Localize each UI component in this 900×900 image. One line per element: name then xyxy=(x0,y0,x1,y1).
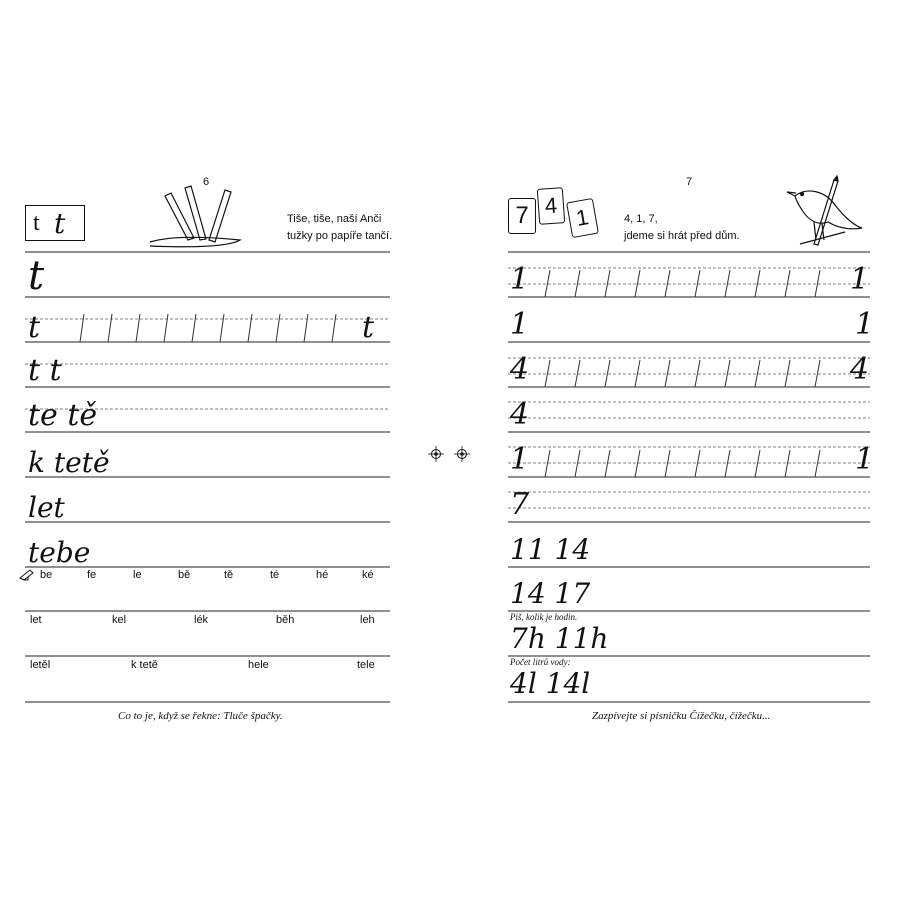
practice-row-8: 14 17 xyxy=(510,577,591,610)
practice-row-5: k tetě xyxy=(28,446,110,479)
practice-row-2: t xyxy=(28,310,41,345)
note-water: Počet litrů vody: xyxy=(510,657,571,667)
page-footer: Zazpívejte si písničku Čížečku, čížečku... xyxy=(592,710,771,722)
practice-row-10: 4l 14l xyxy=(510,667,591,700)
pencil-hand-icon xyxy=(18,568,38,582)
syllable: le xyxy=(133,569,142,581)
word: běh xyxy=(276,614,295,626)
rhyme-line-2: tužky po papíře tančí. xyxy=(287,230,393,242)
syllable: tě xyxy=(224,569,234,581)
registration-mark-icon xyxy=(428,446,444,462)
syllable: té xyxy=(270,569,280,581)
guide-strokes-left xyxy=(80,314,336,342)
practice-row-4: 4 xyxy=(510,397,530,432)
word: letěl xyxy=(30,659,51,671)
word: leh xyxy=(360,614,375,626)
practice-row-2-end: t xyxy=(362,310,375,345)
bird-illustration xyxy=(787,176,862,245)
practice-row-1-end: 1 xyxy=(850,262,870,297)
practice-row-4: te tě xyxy=(28,398,98,433)
practice-row-3: t t xyxy=(28,353,62,388)
syllable: hé xyxy=(316,569,329,581)
syllable: ké xyxy=(362,569,374,581)
practice-row-2: 1 xyxy=(510,307,530,342)
number-card: 7 xyxy=(508,198,536,234)
word: lék xyxy=(194,614,209,626)
letter-cursive: t xyxy=(54,207,66,240)
pencils-illustration xyxy=(150,186,240,247)
word: tele xyxy=(357,659,375,671)
practice-row-2-end: 1 xyxy=(855,307,875,342)
practice-row-5-end: 1 xyxy=(855,442,875,477)
practice-row-1: 1 xyxy=(510,262,530,297)
letter-print: t xyxy=(33,210,40,236)
number-card: 1 xyxy=(566,198,599,238)
syllable: fe xyxy=(87,569,97,581)
page-number: 6 xyxy=(203,176,210,188)
word: k tetě xyxy=(131,659,158,671)
page-number: 7 xyxy=(686,176,693,188)
rhyme-line-1: Tiše, tiše, naší Anči xyxy=(287,213,382,225)
rhyme-line-2: jdeme si hrát před dům. xyxy=(624,230,740,242)
note-clock: Piš, kolik je hodin. xyxy=(510,612,578,622)
letter-box xyxy=(25,205,85,241)
practice-row-5: 1 xyxy=(510,442,530,477)
syllable: be xyxy=(40,569,53,581)
practice-row-1: t xyxy=(28,253,45,299)
practice-row-6: let xyxy=(28,491,65,524)
practice-row-6: 7 xyxy=(510,487,530,522)
word: hele xyxy=(248,659,269,671)
word: let xyxy=(30,614,42,626)
practice-row-3: 4 xyxy=(510,352,530,387)
practice-row-3-end: 4 xyxy=(850,352,870,387)
practice-row-9: 7h 11h xyxy=(510,622,609,655)
guide-strokes-right xyxy=(545,270,820,477)
word: kel xyxy=(112,614,127,626)
page-footer: Co to je, když se řekne: Tluče špačky. xyxy=(118,710,283,722)
practice-row-7: 11 14 xyxy=(510,533,591,566)
practice-row-7: tebe xyxy=(28,536,91,569)
right-page xyxy=(450,0,900,900)
number-card: 4 xyxy=(537,187,565,225)
rhyme-line-1: 4, 1, 7, xyxy=(624,213,658,225)
syllable: bě xyxy=(178,569,191,581)
